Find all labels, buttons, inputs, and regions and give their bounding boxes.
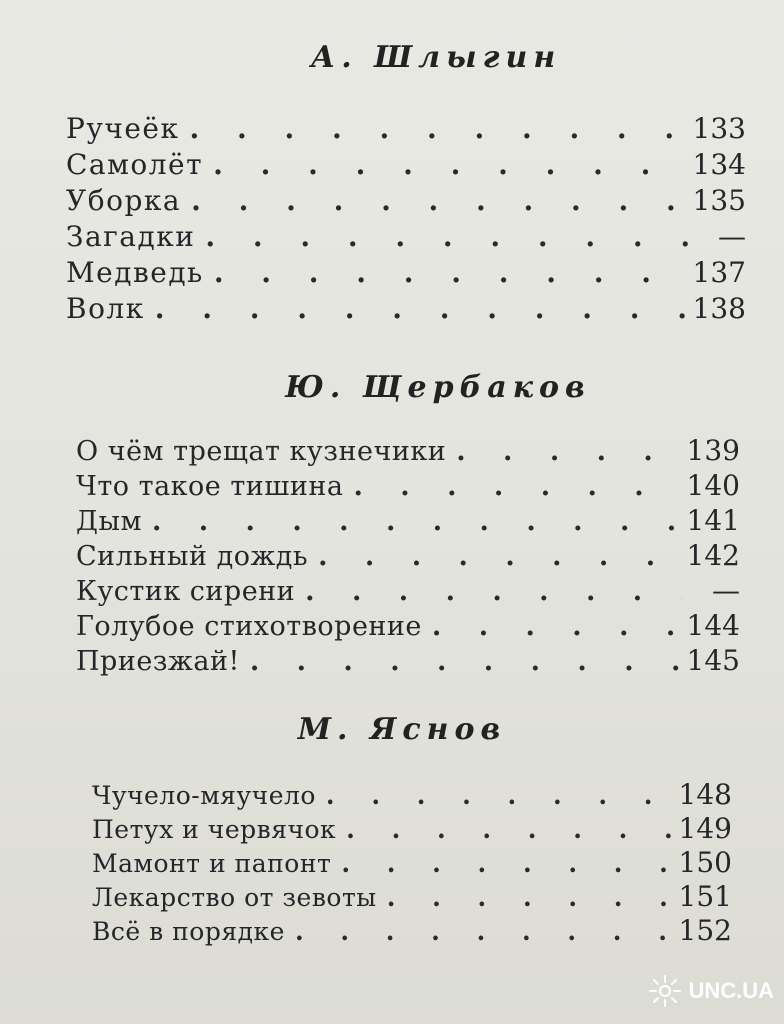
leader-dots — [305, 576, 682, 607]
entry-title: Лекарство от зевоты — [92, 883, 377, 912]
entry-title: Медведь — [66, 256, 204, 289]
leader-dots — [346, 815, 672, 844]
author-heading: М. Яснов — [297, 712, 507, 747]
toc-entry — [76, 434, 740, 470]
toc-section-yasnov — [92, 712, 732, 952]
toc-entry — [76, 644, 740, 680]
entry-page: — — [712, 574, 740, 607]
entry-page: 135 — [692, 184, 746, 217]
entry-title: Дым — [76, 506, 142, 537]
toc-entry — [66, 112, 746, 148]
toc-entry — [66, 256, 746, 292]
toc-entry — [76, 574, 740, 610]
toc-entry — [92, 914, 732, 950]
toc-entry — [92, 778, 732, 814]
entry-title: Кустик сирени — [76, 576, 296, 607]
entry-page: 149 — [678, 812, 732, 845]
toc-section-shlygin — [66, 40, 746, 350]
entry-title: Волк — [66, 292, 145, 325]
entry-page: 138 — [692, 292, 746, 325]
entry-title: Ручеёк — [66, 112, 180, 145]
entry-page: 141 — [686, 504, 740, 537]
toc-entry — [66, 292, 746, 328]
entry-page: 152 — [678, 914, 732, 947]
entry-page: — — [718, 220, 746, 253]
entry-page: 148 — [678, 778, 732, 811]
leader-dots — [214, 256, 687, 289]
entry-title: Чучело-мяучело — [92, 781, 316, 810]
leader-dots — [295, 917, 673, 946]
entry-page: 150 — [678, 846, 732, 879]
toc-section-shcherbakov — [76, 370, 740, 690]
entry-page: 133 — [692, 112, 746, 145]
toc-entry — [66, 184, 746, 220]
entry-page: 144 — [686, 609, 740, 642]
leader-dots — [213, 148, 686, 181]
watermark-text: UNC.UA — [688, 978, 774, 1003]
entry-title: Сильный дождь — [76, 541, 309, 572]
entry-title: Всё в порядке — [92, 917, 285, 946]
leader-dots — [387, 883, 673, 912]
entry-title: Приезжай! — [76, 646, 240, 677]
watermark — [648, 974, 774, 1008]
entry-title: Уборка — [66, 184, 182, 217]
author-heading: Ю. Щербаков — [285, 370, 591, 405]
leader-dots — [318, 541, 680, 572]
leader-dots — [432, 611, 681, 642]
entry-title: Что такое тишина — [76, 471, 344, 502]
leader-dots — [250, 646, 681, 677]
leader-dots — [341, 849, 672, 878]
entry-page: 145 — [686, 644, 740, 677]
toc-entry — [76, 504, 740, 540]
toc-entry — [66, 148, 746, 184]
leader-dots — [354, 471, 681, 502]
leader-dots — [205, 220, 688, 253]
entry-title: Загадки — [66, 220, 196, 253]
toc-entry — [76, 469, 740, 505]
toc-entry — [66, 220, 746, 256]
author-heading: А. Шлыгин — [310, 40, 562, 75]
toc-entry — [92, 812, 732, 848]
entry-page: 140 — [686, 469, 740, 502]
toc-entry — [76, 609, 740, 645]
sunburst-logo-icon — [648, 974, 682, 1008]
leader-dots — [326, 781, 673, 810]
leader-dots — [191, 184, 686, 217]
entry-title: Голубое стихотворение — [76, 611, 422, 642]
entry-page: 151 — [678, 880, 732, 913]
leader-dots — [189, 112, 686, 145]
entry-page: 142 — [686, 539, 740, 572]
toc-entry — [76, 539, 740, 575]
leader-dots — [456, 436, 680, 467]
entry-page: 134 — [692, 148, 746, 181]
entry-title: Петух и червячок — [92, 815, 337, 844]
entry-page: 137 — [692, 256, 746, 289]
leader-dots — [152, 506, 681, 537]
toc-entry — [92, 880, 732, 916]
entry-page: 139 — [686, 434, 740, 467]
entry-title: Мамонт и папонт — [92, 849, 332, 878]
toc-entry — [92, 846, 732, 882]
leader-dots — [155, 292, 687, 325]
entry-title: Самолёт — [66, 148, 204, 181]
entry-title: О чём трещат кузнечики — [76, 436, 447, 467]
